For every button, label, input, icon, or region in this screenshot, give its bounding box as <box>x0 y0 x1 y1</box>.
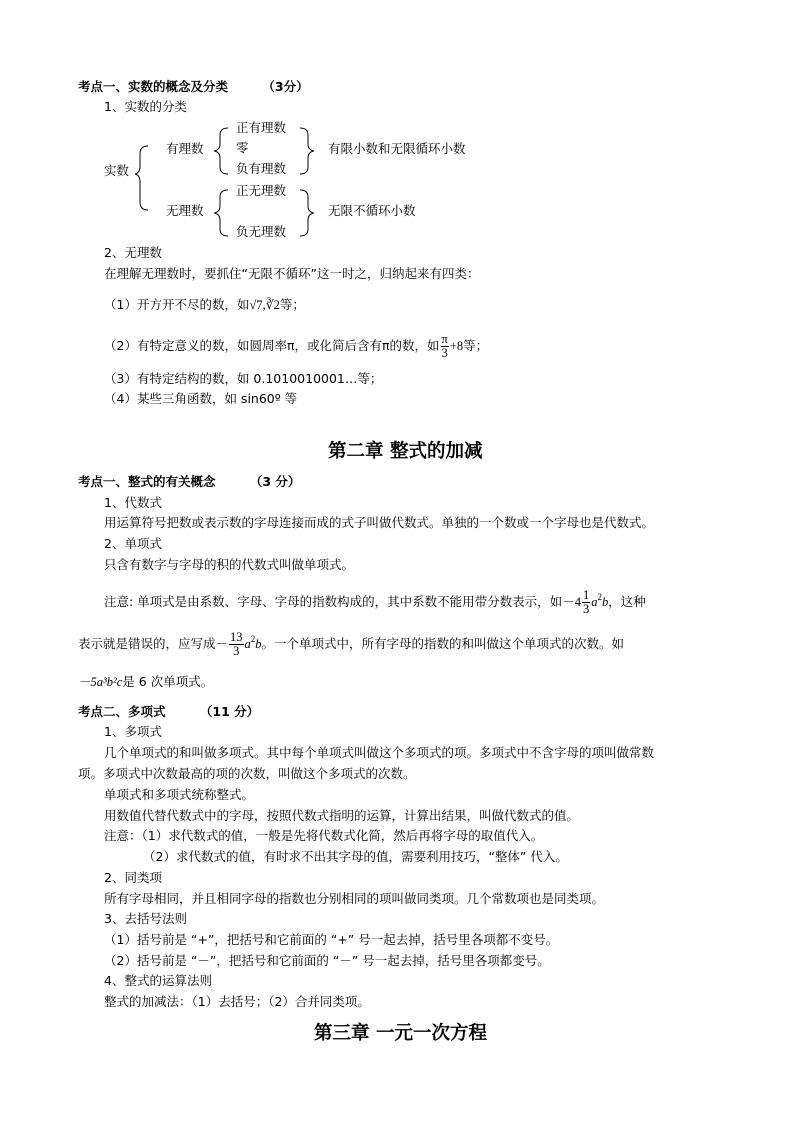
note-line <box>78 674 213 690</box>
numerator: 1 <box>582 588 590 602</box>
tree-irrational-desc: 无限不循环小数 <box>328 203 416 218</box>
irrational-right-brace <box>296 186 316 240</box>
math-exponent: 2 <box>597 592 602 602</box>
subheading: 2、无理数 <box>104 245 162 260</box>
tree-rational-desc: 有限小数和无限循环小数 <box>328 141 466 156</box>
paragraph: 所有字母相同，并且相同字母的指数也分别相同的项叫做同类项。几个常数项也是同类项。 <box>104 891 605 906</box>
points-label: （11 分） <box>199 704 260 719</box>
points-label: （3 分） <box>249 474 301 489</box>
tree-irrational: 无理数 <box>166 203 204 218</box>
rational-right-brace <box>296 124 316 178</box>
subheading: 1、实数的分类 <box>104 99 187 114</box>
points-label: （3分） <box>262 79 309 94</box>
fraction <box>229 631 244 658</box>
math-sign: － <box>215 637 229 651</box>
paragraph: 只含有数字与字母的积的代数式叫做单项式。 <box>104 557 355 572</box>
math-radicals: √7,∛2 <box>249 298 280 312</box>
list-item <box>104 327 488 365</box>
math-exponent: 2 <box>250 634 256 644</box>
subheading: 1、多项式 <box>104 724 162 739</box>
chapter-title: 第二章 整式的加减 <box>328 441 483 462</box>
note-line: （2）求代数式的值，有时求不出其字母的值，需要利用技巧，“整体” 代入。 <box>143 849 568 864</box>
tree-zero: 零 <box>236 140 249 155</box>
irrational-brace <box>210 186 230 240</box>
note-text: 注意: 单项式是由系数、字母、字母的指数构成的，其中系数不能用带分数表示，如 <box>104 594 563 609</box>
paragraph: 项。多项式中次数最高的项的次数，叫做这个多项式的次数。 <box>78 766 416 781</box>
fraction <box>441 333 449 360</box>
numerator: π <box>441 332 448 346</box>
denominator: 3 <box>441 346 448 360</box>
list-item: （2）括号前是 “－”，把括号和它前面的 “－” 号一起去掉，括号里各项都变号。 <box>104 953 550 968</box>
paragraph: 单项式和多项式统称整式。 <box>104 787 255 802</box>
paragraph: 几个单项式的和叫做多项式。其中每个单项式叫做这个多项式的项。多项式中不含字母的项叫做常数 <box>104 745 655 760</box>
tree-negative-rational: 负有理数 <box>236 161 287 176</box>
subheading: 3、去括号法则 <box>104 911 187 926</box>
subheading: 4、整式的运算法则 <box>104 973 212 988</box>
list-item: （3）有特定结构的数，如 0.1010010001…等； <box>104 371 383 386</box>
note-end: ，这种 <box>608 594 646 609</box>
subheading: 2、同类项 <box>104 870 162 885</box>
section-heading <box>78 704 259 720</box>
paragraph: 在理解无理数时，要抓住“无限不循环”这一时之，归纳起来有四类： <box>104 266 480 281</box>
math-plus: +8 <box>449 339 464 353</box>
denominator: 3 <box>233 644 240 658</box>
note-line <box>104 578 646 621</box>
tree-negative-irrational: 负无理数 <box>236 224 287 239</box>
tree-positive-irrational: 正无理数 <box>236 183 287 198</box>
paragraph: 用运算符号把数或表示数的字母连接而成的式子叫做代数式。单独的一个数或一个字母也是代数式。 <box>104 515 655 530</box>
rational-brace <box>210 124 230 178</box>
heading-text: 考点二、多项式 <box>78 704 166 719</box>
list-item: （4）某些三角函数，如 sin60º 等 <box>104 391 298 406</box>
paragraph: 整式的加减法：（1）去括号；（2）合并同类项。 <box>104 994 370 1009</box>
tree-root: 实数 <box>104 163 130 178</box>
math-whole: －4 <box>562 595 581 609</box>
math-var: a <box>591 595 598 609</box>
note-end: 是 6 次单项式。 <box>122 674 214 689</box>
section-heading <box>78 474 300 490</box>
item-end: 等； <box>279 297 305 312</box>
subheading: 2、单项式 <box>104 536 162 551</box>
numerator: 13 <box>230 630 243 644</box>
item-text: （2）有特定意义的数，如圆周率π，或化简后含有π的数，如 <box>104 338 440 353</box>
root-brace <box>134 142 154 212</box>
fraction <box>582 589 590 616</box>
item-text: （1）开方开不尽的数，如 <box>104 297 250 312</box>
math-var: b <box>601 595 609 609</box>
math-var: a <box>244 637 251 651</box>
paragraph: 用数值代替代数式中的字母，按照代数式指明的运算，计算出结果，叫做代数式的值。 <box>104 808 580 823</box>
heading-text: 考点一、实数的概念及分类 <box>78 79 229 94</box>
tree-rational: 有理数 <box>166 141 204 156</box>
list-item: （1）括号前是 “+”，把括号和它前面的 “+” 号一起去掉，括号里各项都不变号。 <box>104 932 559 947</box>
tree-positive-rational: 正有理数 <box>236 120 287 135</box>
math-var: b <box>255 637 262 651</box>
note-end: 。一个单项式中，所有字母的指数的和叫做这个单项式的次数。如 <box>261 636 625 651</box>
note-line: 注意：（1）求代数式的值，一般是先将代数式化简，然后再将字母的取值代入。 <box>104 828 544 843</box>
section-heading <box>78 79 309 95</box>
chapter-title: 第三章 一元一次方程 <box>314 1023 487 1044</box>
note-text: 表示就是错误的，应写成 <box>78 636 216 651</box>
list-item <box>104 297 305 313</box>
item-end: 等； <box>463 338 489 353</box>
denominator: 3 <box>582 602 590 616</box>
note-line <box>78 620 624 663</box>
subheading: 1、代数式 <box>104 495 162 510</box>
heading-text: 考点一、整式的有关概念 <box>78 474 216 489</box>
math-monomial: －5a³b²c <box>78 675 123 689</box>
